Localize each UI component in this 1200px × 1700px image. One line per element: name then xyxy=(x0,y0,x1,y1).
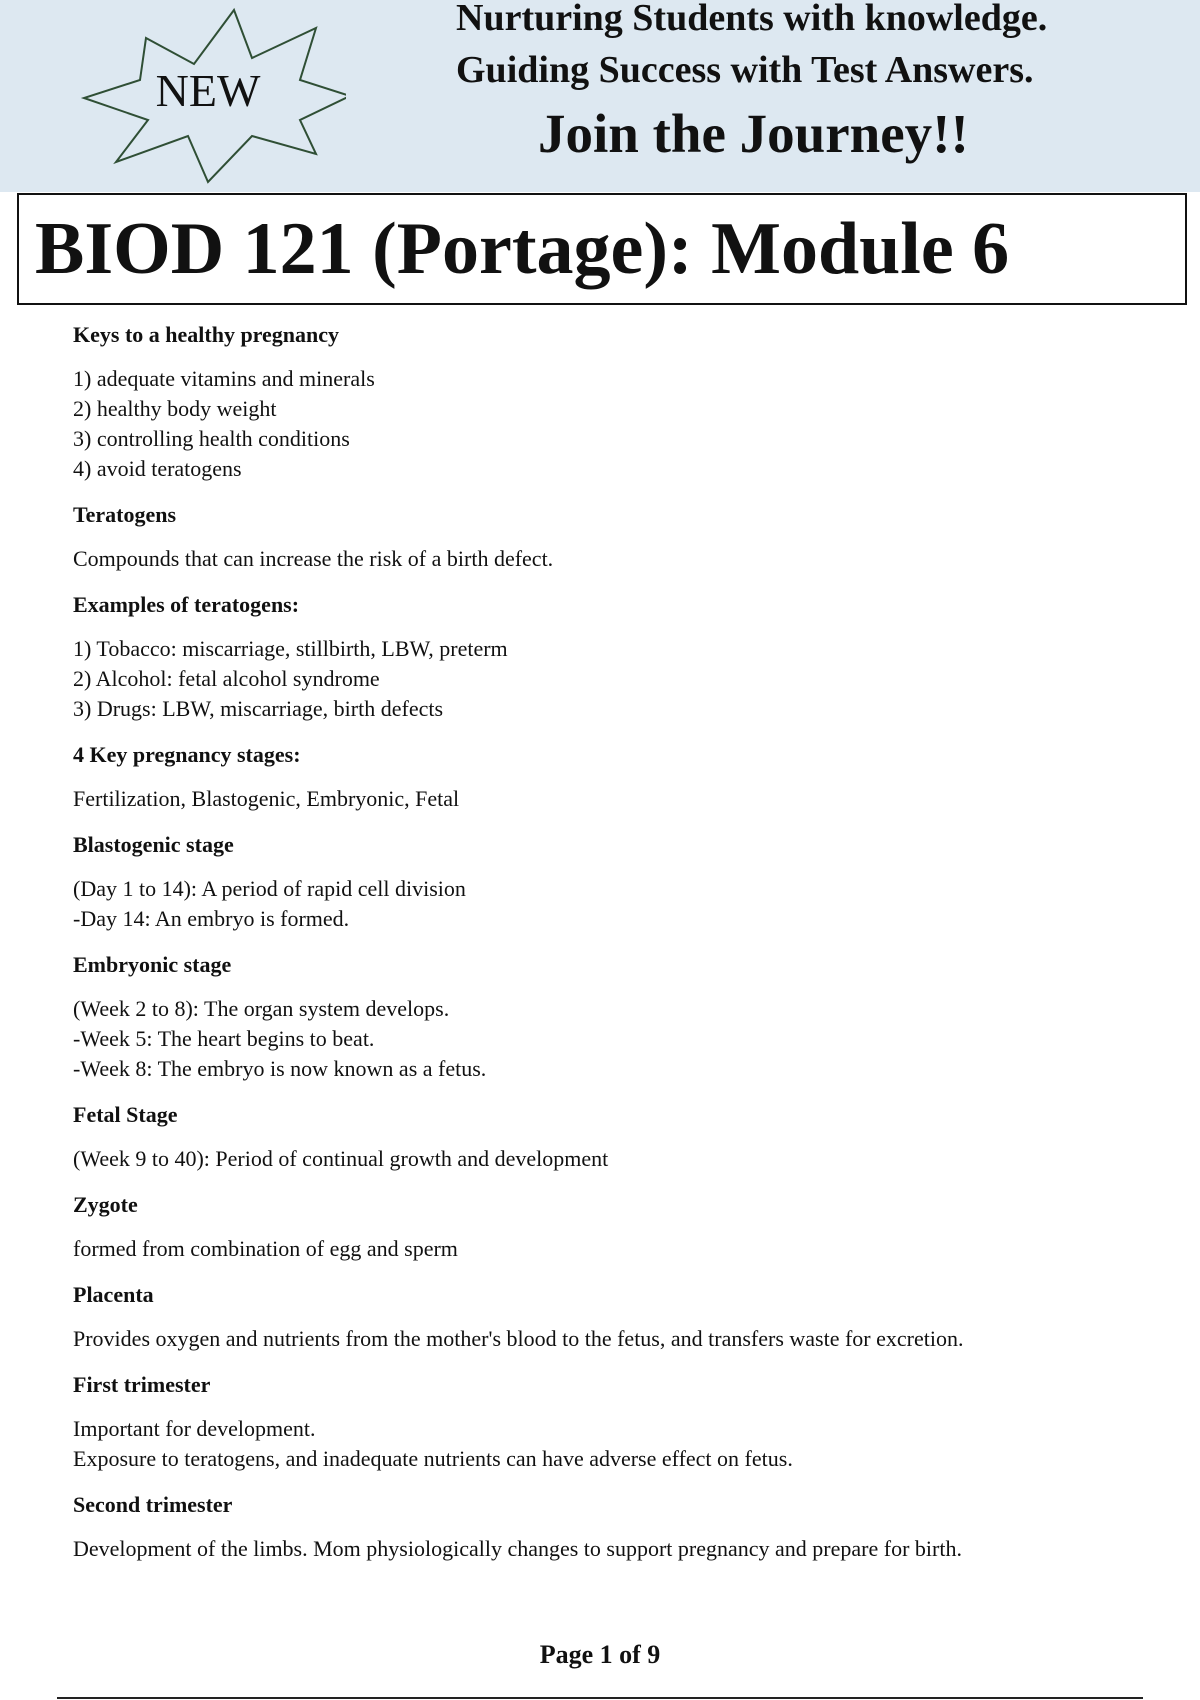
tagline-success: Guiding Success with Test Answers. xyxy=(456,49,1034,91)
section-fetal xyxy=(73,1100,1133,1174)
tagline-journey: Join the Journey!! xyxy=(538,103,969,164)
section-keys-healthy-pregnancy xyxy=(73,320,1133,484)
page-number: Page 1 of 9 xyxy=(539,1640,661,1669)
document-content xyxy=(73,320,1133,1580)
section-heading: Placenta xyxy=(73,1282,154,1307)
new-badge-label: NEW xyxy=(155,65,261,116)
section-text: -Day 14: An embryo is formed. xyxy=(73,906,350,931)
section-text: Important for development. xyxy=(73,1416,316,1441)
tagline-knowledge: Nurturing Students with knowledge. xyxy=(456,0,1048,39)
section-second-trimester xyxy=(73,1490,1133,1564)
section-blastogenic xyxy=(73,830,1133,934)
section-heading: First trimester xyxy=(73,1372,211,1397)
section-text: Exposure to teratogens, and inadequate nutrients can have adverse effect on fetus. xyxy=(73,1446,793,1471)
section-zygote xyxy=(73,1190,1133,1264)
footer-divider xyxy=(57,1697,1143,1699)
section-key-stages xyxy=(73,740,1133,814)
section-text: -Week 5: The heart begins to beat. xyxy=(73,1026,375,1051)
list-item: 2) healthy body weight xyxy=(73,396,277,421)
section-text: (Day 1 to 14): A period of rapid cell division xyxy=(73,876,466,901)
section-embryonic xyxy=(73,950,1133,1084)
list-item: 1) adequate vitamins and minerals xyxy=(73,366,375,391)
document-title: BIOD 121 (Portage): Module 6 xyxy=(35,208,1010,290)
section-heading: Fetal Stage xyxy=(73,1102,178,1127)
section-placenta xyxy=(73,1280,1133,1354)
section-heading: Embryonic stage xyxy=(73,952,232,977)
section-text: -Week 8: The embryo is now known as a fetus. xyxy=(73,1056,487,1081)
section-text: Development of the limbs. Mom physiologically changes to support pregnancy and prepare for birth. xyxy=(73,1536,962,1561)
section-heading: Blastogenic stage xyxy=(73,832,234,857)
section-text: (Week 2 to 8): The organ system develops. xyxy=(73,996,450,1021)
section-heading: 4 Key pregnancy stages: xyxy=(73,742,301,767)
list-item: 2) Alcohol: fetal alcohol syndrome xyxy=(73,666,380,691)
section-text: (Week 9 to 40): Period of continual growth and development xyxy=(73,1146,609,1171)
list-item: 4) avoid teratogens xyxy=(73,456,242,481)
section-heading: Examples of teratogens: xyxy=(73,592,300,617)
promo-banner xyxy=(0,0,1200,192)
starburst-icon xyxy=(76,0,346,186)
section-text: formed from combination of egg and sperm xyxy=(73,1236,458,1261)
section-examples-teratogens xyxy=(73,590,1133,724)
list-item: 3) Drugs: LBW, miscarriage, birth defects xyxy=(73,696,444,721)
section-heading: Teratogens xyxy=(73,502,177,527)
section-text: Compounds that can increase the risk of a birth defect. xyxy=(73,546,554,571)
section-heading: Keys to a healthy pregnancy xyxy=(73,322,340,347)
section-text: Provides oxygen and nutrients from the mother's blood to the fetus, and transfers waste for excretion. xyxy=(73,1326,964,1351)
list-item: 3) controlling health conditions xyxy=(73,426,350,451)
section-first-trimester xyxy=(73,1370,1133,1474)
section-teratogens xyxy=(73,500,1133,574)
section-heading: Zygote xyxy=(73,1192,138,1217)
section-heading: Second trimester xyxy=(73,1492,233,1517)
document-title-box xyxy=(17,193,1187,305)
list-item: 1) Tobacco: miscarriage, stillbirth, LBW, preterm xyxy=(73,636,508,661)
section-text: Fertilization, Blastogenic, Embryonic, Fetal xyxy=(73,786,460,811)
